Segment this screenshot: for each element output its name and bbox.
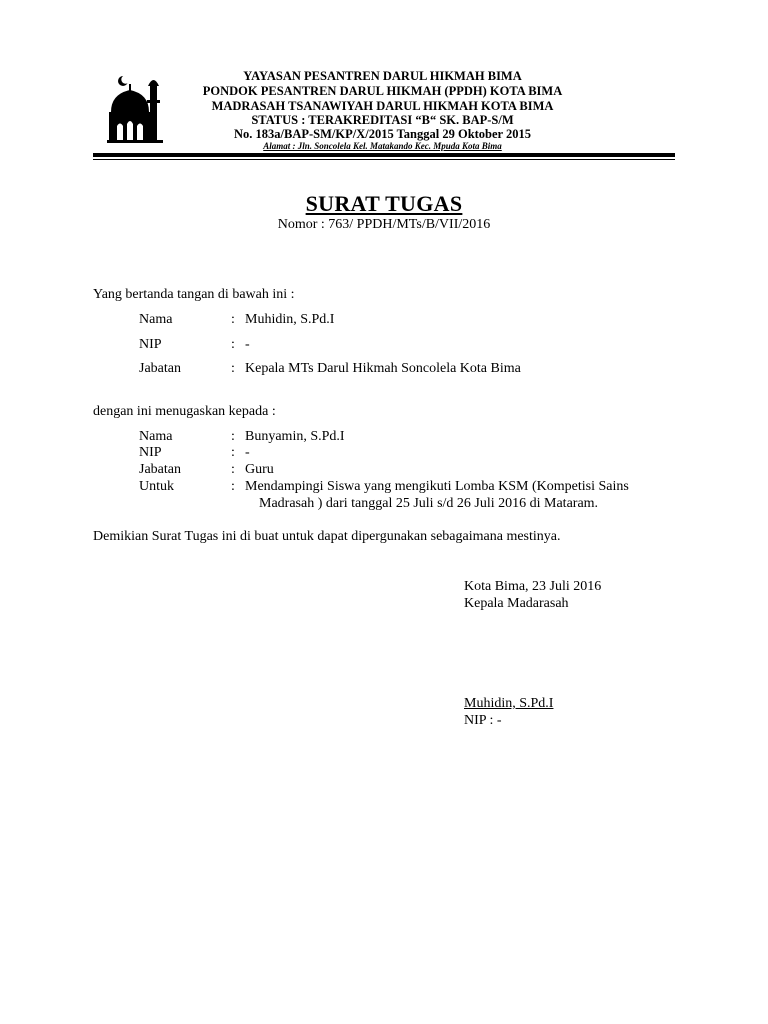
assignee-position-label: Jabatan [139,462,181,477]
signer-position-value: Kepala MTs Darul Hikmah Soncolela Kota Bima [245,361,521,376]
signature-role: Kepala Madarasah [464,596,569,611]
document-number: Nomor : 763/ PPDH/MTs/B/VII/2016 [277,217,491,232]
assign-intro-text: dengan ini menugaskan kepada : [93,404,276,419]
document-title: SURAT TUGAS [305,191,463,216]
letterhead-address: Alamat : Jln. Soncolela Kel. Matakando Kec. Mpuda Kota Bima [263,141,502,151]
signer-name-colon: : [231,312,235,327]
signature-nip: NIP : - [464,713,502,728]
letterhead-line-4: STATUS : TERAKREDITASI “B“ SK. BAP-S/M [251,113,514,127]
signer-position-label: Jabatan [139,361,181,376]
assignee-name-label: Nama [139,429,173,444]
assignee-purpose-label: Untuk [139,479,174,494]
assignee-purpose-colon: : [231,479,235,494]
assignee-name-colon: : [231,429,235,444]
intro-text: Yang bertanda tangan di bawah ini : [93,287,295,302]
assignee-position-colon: : [231,462,235,477]
assignee-purpose-value: Mendampingi Siswa yang mengikuti Lomba KSM (Kompetisi Sains [245,479,629,494]
signer-nip-label: NIP [139,337,162,352]
signature-place-date: Kota Bima, 23 Juli 2016 [464,579,602,594]
letterhead-divider-thin [93,159,675,160]
letterhead-line-1: YAYASAN PESANTREN DARUL HIKMAH BIMA [243,69,522,83]
assignee-nip-value: - [245,445,250,460]
signer-nip-value: - [245,337,250,352]
assignee-nip-label: NIP [139,445,162,460]
assignee-nip-colon: : [231,445,235,460]
signer-name-value: Muhidin, S.Pd.I [245,312,335,327]
assignee-position-value: Guru [245,462,274,477]
mosque-icon [105,72,167,144]
signature-name: Muhidin, S.Pd.I [464,696,554,711]
letterhead-line-3: MADRASAH TSANAWIYAH DARUL HIKMAH KOTA BIMA [211,99,554,113]
letterhead-divider-thick [93,153,675,157]
assignee-name-value: Bunyamin, S.Pd.I [245,429,345,444]
signer-nip-colon: : [231,337,235,352]
letterhead-line-2: PONDOK PESANTREN DARUL HIKMAH (PPDH) KOTA BIMA [202,84,563,98]
assignee-purpose-value-cont: Madrasah ) dari tanggal 25 Juli s/d 26 Juli 2016 di Mataram. [259,496,599,511]
signer-name-label: Nama [139,312,173,327]
letterhead-line-5: No. 183a/BAP-SM/KP/X/2015 Tanggal 29 Oktober 2015 [233,127,531,141]
signer-position-colon: : [231,361,235,376]
closing-text: Demikian Surat Tugas ini di buat untuk dapat dipergunakan sebagaimana mestinya. [93,529,561,544]
